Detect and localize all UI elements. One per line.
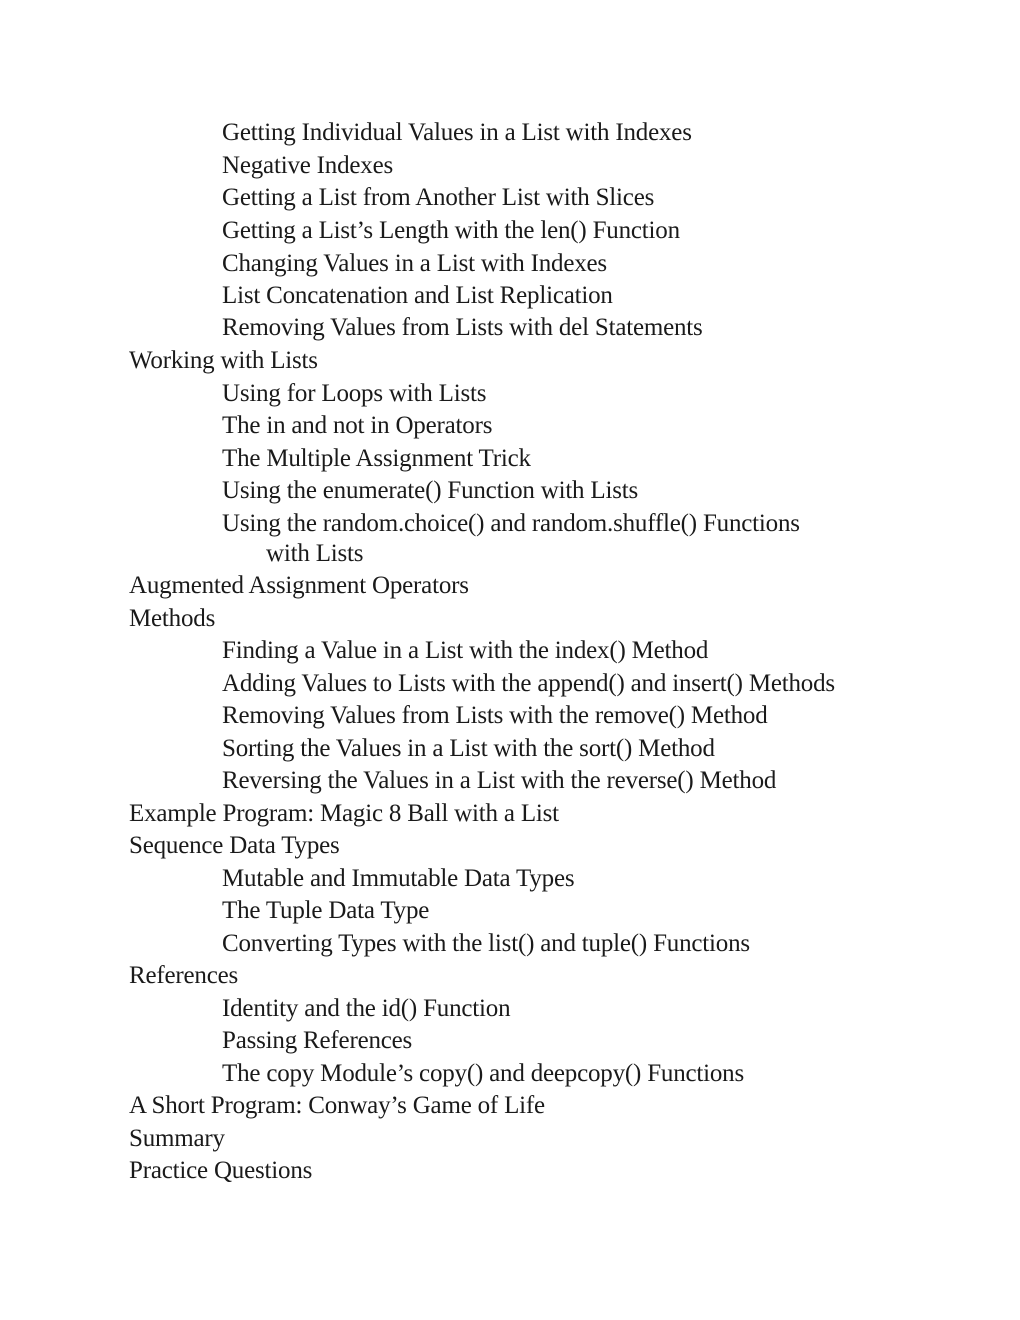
toc-entry[interactable]: Using the enumerate() Function with Lists bbox=[222, 477, 639, 504]
toc-section[interactable]: Summary bbox=[129, 1125, 225, 1152]
toc-entry[interactable]: The in and not in Operators bbox=[222, 412, 493, 439]
toc-entry-continuation[interactable]: with Lists bbox=[266, 540, 364, 567]
toc-section[interactable]: A Short Program: Conway’s Game of Life bbox=[129, 1092, 545, 1119]
toc-entry[interactable]: Passing References bbox=[222, 1027, 413, 1054]
toc-entry[interactable]: Identity and the id() Function bbox=[222, 995, 511, 1022]
toc-entry[interactable]: Removing Values from Lists with the remove() Method bbox=[222, 702, 768, 729]
toc-section[interactable]: Practice Questions bbox=[129, 1157, 313, 1184]
toc-entry[interactable]: The Multiple Assignment Trick bbox=[222, 445, 531, 472]
toc-section[interactable]: Methods bbox=[129, 605, 216, 632]
toc-section[interactable]: Working with Lists bbox=[129, 347, 318, 374]
toc-entry[interactable]: Getting a List from Another List with Slices bbox=[222, 184, 655, 211]
toc-entry[interactable]: Getting a List’s Length with the len() Function bbox=[222, 217, 680, 244]
toc-section[interactable]: Sequence Data Types bbox=[129, 832, 340, 859]
toc-entry[interactable]: Mutable and Immutable Data Types bbox=[222, 865, 575, 892]
toc-entry[interactable]: Finding a Value in a List with the index() Method bbox=[222, 637, 709, 664]
toc-entry[interactable]: Getting Individual Values in a List with Indexes bbox=[222, 119, 692, 146]
toc-entry[interactable]: List Concatenation and List Replication bbox=[222, 282, 613, 309]
toc-entry[interactable]: Converting Types with the list() and tuple() Functions bbox=[222, 930, 750, 957]
toc-entry[interactable]: Reversing the Values in a List with the reverse() Method bbox=[222, 767, 777, 794]
toc-entry[interactable]: Negative Indexes bbox=[222, 152, 394, 179]
toc-section[interactable]: References bbox=[129, 962, 239, 989]
toc-entry[interactable]: Sorting the Values in a List with the sort() Method bbox=[222, 735, 715, 762]
toc-entry[interactable]: Using the random.choice() and random.shuffle() Functions bbox=[222, 510, 800, 537]
toc-entry[interactable]: Removing Values from Lists with del Statements bbox=[222, 314, 703, 341]
toc-entry[interactable]: The copy Module’s copy() and deepcopy() Functions bbox=[222, 1060, 745, 1087]
toc-entry[interactable]: The Tuple Data Type bbox=[222, 897, 430, 924]
toc-entry[interactable]: Adding Values to Lists with the append() and insert() Methods bbox=[222, 670, 835, 697]
toc-section[interactable]: Augmented Assignment Operators bbox=[129, 572, 469, 599]
toc-entry[interactable]: Using for Loops with Lists bbox=[222, 380, 487, 407]
toc-entry[interactable]: Changing Values in a List with Indexes bbox=[222, 250, 607, 277]
toc-section[interactable]: Example Program: Magic 8 Ball with a List bbox=[129, 800, 559, 827]
